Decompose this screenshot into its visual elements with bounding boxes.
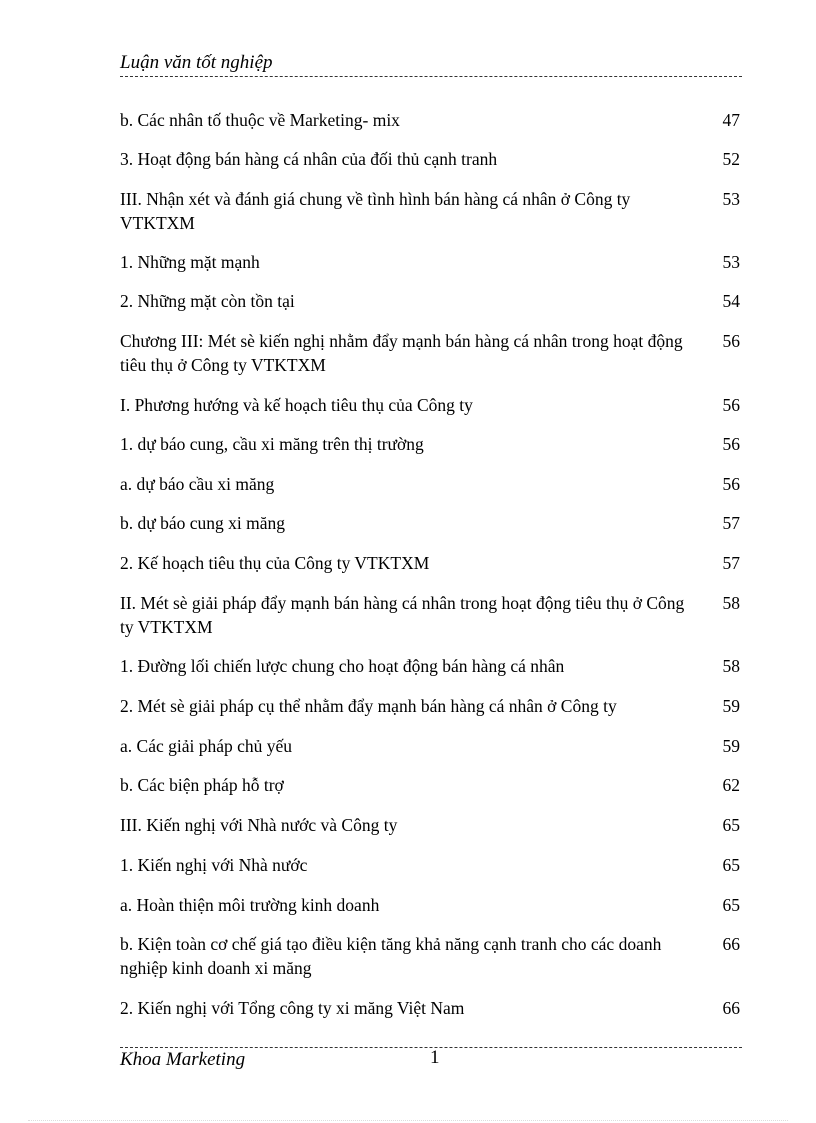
toc-entry-page: 54 bbox=[722, 291, 740, 311]
toc-entry bbox=[120, 187, 740, 235]
toc-entry bbox=[120, 996, 740, 1020]
page-number: 1 bbox=[430, 1047, 440, 1068]
toc-entry-title: III. Kiến nghị với Nhà nước và Công ty bbox=[120, 815, 398, 835]
toc-entry-page: 56 bbox=[722, 474, 740, 494]
toc-entry bbox=[120, 289, 740, 313]
toc-entry-page: 65 bbox=[722, 815, 740, 835]
toc-entry-page: 56 bbox=[722, 331, 740, 351]
toc-entry-title: III. Nhận xét và đánh giá chung về tình hình bán hàng cá nhân ở Công ty VTKTXM bbox=[120, 189, 631, 233]
toc-entry-title: a. Các giải pháp chủ yếu bbox=[120, 736, 293, 756]
toc-entry-page: 57 bbox=[722, 553, 740, 573]
footer-label: Khoa Marketing bbox=[120, 1049, 246, 1070]
toc-entry bbox=[120, 694, 740, 718]
toc-entry bbox=[120, 932, 740, 980]
toc-entry bbox=[120, 250, 740, 274]
toc-entry bbox=[120, 147, 740, 171]
toc-entry bbox=[120, 329, 740, 377]
toc-entry-page: 52 bbox=[722, 149, 740, 169]
toc-entry bbox=[120, 511, 740, 535]
toc-entry-title: II. Mét sè giải pháp đẩy mạnh bán hàng cá nhân trong hoạt động tiêu thụ ở Công ty VTKTXM bbox=[120, 593, 685, 637]
toc-entry-title: a. Hoàn thiện môi trường kinh doanh bbox=[120, 895, 380, 915]
toc-entry-title: Chương III: Mét sè kiến nghị nhằm đẩy mạnh bán hàng cá nhân trong hoạt động tiêu thụ ở Công ty VTKTXM bbox=[120, 331, 683, 375]
toc-entry bbox=[120, 893, 740, 917]
toc-entry bbox=[120, 432, 740, 456]
toc-entry bbox=[120, 773, 740, 797]
toc-entry bbox=[120, 813, 740, 837]
toc-entry-title: b. dự báo cung xi măng bbox=[120, 513, 286, 533]
toc-entry-page: 65 bbox=[722, 855, 740, 875]
toc-entry bbox=[120, 393, 740, 417]
toc-entry-title: b. Các nhân tố thuộc về Marketing- mix bbox=[120, 110, 400, 130]
toc-entry-title: 2. Những mặt còn tồn tại bbox=[120, 291, 295, 311]
toc-entry-title: 2. Kế hoạch tiêu thụ của Công ty VTKTXM bbox=[120, 553, 430, 573]
toc-entry-title: 3. Hoạt động bán hàng cá nhân của đối thủ cạnh tranh bbox=[120, 149, 498, 169]
toc-entry-title: b. Kiện toàn cơ chế giá tạo điều kiện tăng khả năng cạnh tranh cho các doanh nghiệp kinh doanh xi măng bbox=[120, 934, 662, 978]
toc-entry-title: I. Phương hướng và kế hoạch tiêu thụ của Công ty bbox=[120, 395, 473, 415]
toc-entry bbox=[120, 853, 740, 877]
toc-entry bbox=[120, 551, 740, 575]
toc-entry-title: 2. Mét sè giải pháp cụ thể nhằm đẩy mạnh bán hàng cá nhân ở Công ty bbox=[120, 696, 617, 716]
toc-entry-title: b. Các biện pháp hỗ trợ bbox=[120, 775, 284, 795]
page-bottom-border bbox=[28, 1120, 788, 1121]
toc-entry-page: 58 bbox=[722, 593, 740, 613]
toc-entry-page: 47 bbox=[722, 110, 740, 130]
toc-entry-page: 66 bbox=[722, 934, 740, 954]
toc-entry-title: 2. Kiến nghị với Tổng công ty xi măng Việt Nam bbox=[120, 998, 465, 1018]
toc-entry-title: a. dự báo cầu xi măng bbox=[120, 474, 275, 494]
toc-entry-page: 56 bbox=[722, 434, 740, 454]
toc-entry-page: 53 bbox=[722, 252, 740, 272]
toc-entry-page: 59 bbox=[722, 736, 740, 756]
toc-entry-title: 1. Đường lối chiến lược chung cho hoạt động bán hàng cá nhân bbox=[120, 656, 565, 676]
toc-entry-page: 53 bbox=[722, 189, 740, 209]
toc-entry-page: 65 bbox=[722, 895, 740, 915]
toc-entry bbox=[120, 472, 740, 496]
toc-entry-page: 57 bbox=[722, 513, 740, 533]
toc-entry-page: 62 bbox=[722, 775, 740, 795]
toc-entry bbox=[120, 108, 740, 132]
toc-entry bbox=[120, 591, 740, 639]
toc-entry-page: 66 bbox=[722, 998, 740, 1018]
toc-entry-title: 1. Kiến nghị với Nhà nước bbox=[120, 855, 308, 875]
toc-entry bbox=[120, 734, 740, 758]
toc-entry-title: 1. Những mặt mạnh bbox=[120, 252, 260, 272]
toc-entry bbox=[120, 654, 740, 678]
running-header: Luận văn tốt nghiệp bbox=[120, 52, 742, 77]
toc-entry-page: 59 bbox=[722, 696, 740, 716]
toc-entry-page: 58 bbox=[722, 656, 740, 676]
toc-entry-page: 56 bbox=[722, 395, 740, 415]
toc-entry-title: 1. dự báo cung, cầu xi măng trên thị trường bbox=[120, 434, 424, 454]
